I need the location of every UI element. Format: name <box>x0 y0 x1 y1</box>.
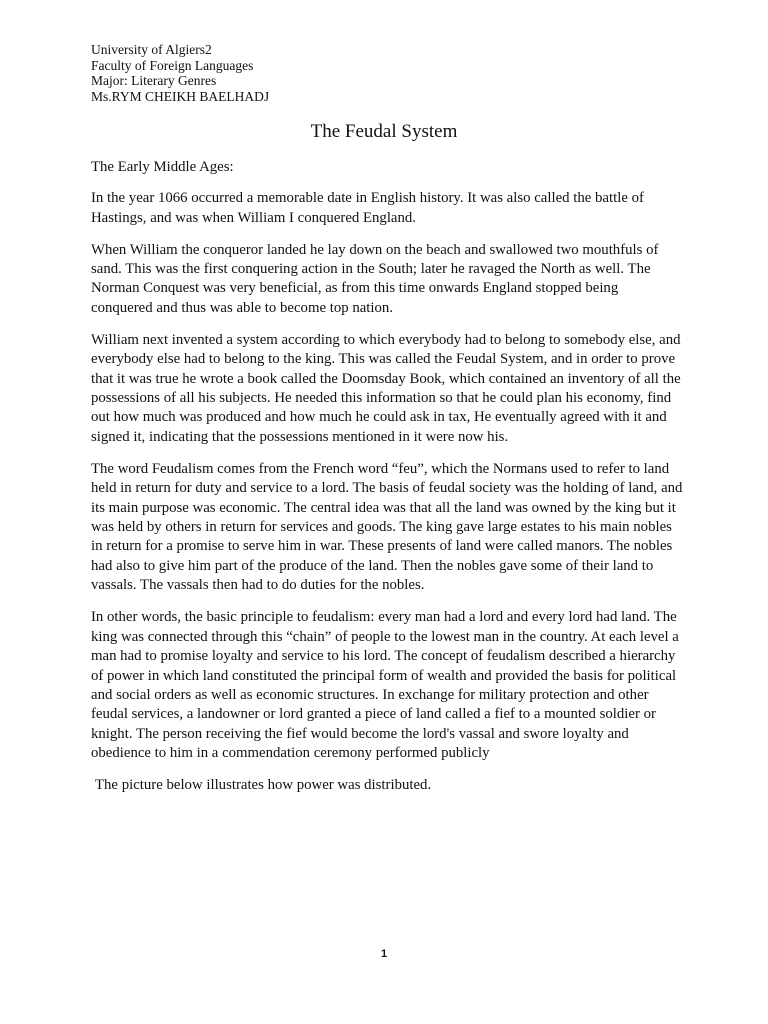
page-title: The Feudal System <box>310 121 458 142</box>
document-header <box>91 42 269 104</box>
header-university: University of Algiers2 <box>91 42 212 57</box>
section-heading: The Early Middle Ages: <box>91 159 234 175</box>
paragraph-2: When William the conqueror landed he lay down on the beach and swallowed two mouthfuls of sand. This was the first conquering action in the South; later he ravaged the North as well. The Norman Conquest was very beneficial, as from this time onwards England stopped being conquered and thus was able to become top nation. <box>91 241 659 316</box>
paragraph-3: William next invented a system according to which everybody had to belong to somebody else, and everybody else had to belong to the king. This was called the Feudal System, and in order to prove that it was true he wrote a book called the Doomsday Book, which contained an inventory of all the possessions of all his subjects. He needed this information so that he could plan his economy, find out how much was produced and how much he could ask in tax, He eventually agreed with it and signed it, indicating that the possessions mentioned in it were now his. <box>91 331 681 445</box>
header-teacher: Ms.RYM CHEIKH BAELHADJ <box>91 88 270 104</box>
page-number: 1 <box>380 948 388 960</box>
document-body <box>91 158 683 808</box>
paragraph-6: The picture below illustrates how power was distributed. <box>95 777 432 794</box>
paragraph-1: In the year 1066 occurred a memorable date in English history. It was also called the battle of Hastings, and was when William I conquered England. <box>91 190 644 226</box>
header-major: Major: Literary Genres <box>91 73 217 88</box>
paragraph-5: In other words, the basic principle to feudalism: every man had a lord and every lord had land. The king was connected through this “chain” of people to the lowest man in the country. At each level a man had to promise loyalty and service to his lord. The concept of feudalism described a hierarchy of power in which land constituted the principal form of wealth and provided the basis for political and social orders as well as economic structures. In exchange for military protection and other feudal services, a landowner or lord granted a piece of land called a fief to a mounted soldier or knight. The person receiving the fief would become the lord's vassal and swore loyalty and obedience to him in a commendation ceremony performed publicly <box>91 609 679 762</box>
paragraph-4: The word Feudalism comes from the French word “feu”, which the Normans used to refer to land held in return for duty and service to a lord. The basis of feudal society was the holding of land, and its main purpose was economic. The central idea was that all the land was owned by the king but it was held by others in return for services and goods. The king gave large estates to his main nobles in return for a promise to serve him in war. These presents of land were called manors. The nobles had also to give him part of the produce of the land. Then the nobles gave some of their land to vassals. The vassals then had to do duties for the nobles. <box>91 460 683 594</box>
header-faculty: Faculty of Foreign Languages <box>91 57 254 73</box>
